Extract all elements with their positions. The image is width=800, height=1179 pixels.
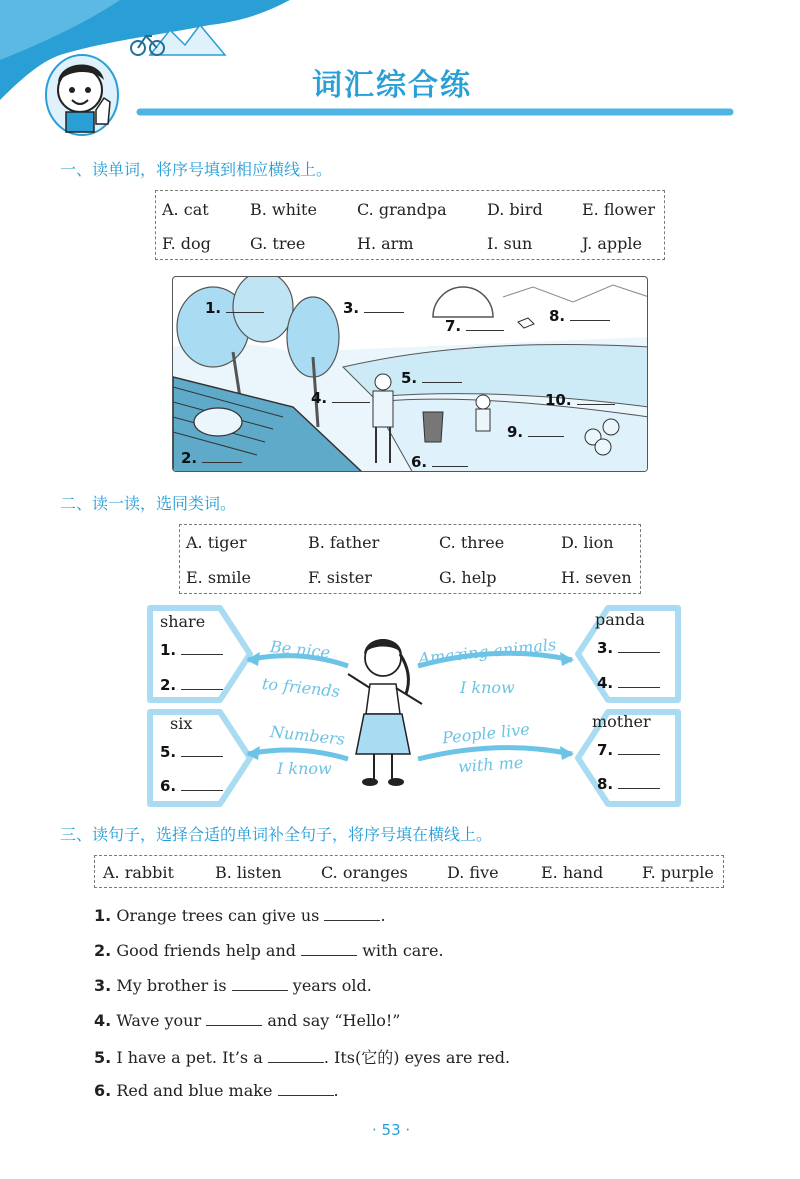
- word-option: F. purple: [642, 863, 714, 882]
- group-label-share: share: [160, 612, 206, 631]
- sentence-3: 3. My brother is years old.: [94, 976, 372, 995]
- page-title: 词汇综合练: [312, 68, 472, 103]
- group-label-mother: mother: [592, 712, 651, 731]
- section-2-title: 二、读一读，选同类词。: [60, 494, 237, 513]
- scene-blank-1: 1.: [205, 299, 264, 317]
- arrow-caption: Be nice: [269, 636, 332, 663]
- scene-blank-8: 8.: [549, 307, 610, 325]
- girl-waving-icon: [348, 639, 422, 786]
- word-option: A. cat: [162, 200, 209, 219]
- word-option: J. apple: [582, 234, 642, 253]
- group-blank: 4.: [597, 674, 660, 692]
- group-blank: 8.: [597, 775, 660, 793]
- arrow-caption: with me: [457, 752, 524, 777]
- group-blank: 6.: [160, 777, 223, 795]
- group-blank: 7.: [597, 741, 660, 759]
- word-option: D. five: [447, 863, 499, 882]
- answer-blank[interactable]: [278, 1082, 334, 1096]
- group-blank: 2.: [160, 676, 223, 694]
- answer-blank[interactable]: [206, 1012, 262, 1026]
- sun-icon: [433, 287, 493, 317]
- word-option: D. bird: [487, 200, 543, 219]
- group-blank: 5.: [160, 743, 223, 761]
- word-option: G. tree: [250, 234, 306, 253]
- answer-blank[interactable]: [232, 977, 288, 991]
- park-scene-illustration: [172, 276, 648, 472]
- word-option: F. sister: [308, 568, 372, 587]
- scene-blank-4: 4.: [311, 389, 370, 407]
- scene-blank-2: 2.: [181, 449, 242, 467]
- word-option: B. white: [250, 200, 317, 219]
- word-option: E. hand: [541, 863, 604, 882]
- word-option: H. seven: [561, 568, 632, 587]
- section-3-title: 三、读句子，选择合适的单词补全句子，将序号填在横线上。: [60, 825, 493, 844]
- group-label-six: six: [170, 714, 193, 733]
- word-option: I. sun: [487, 234, 533, 253]
- word-option: A. rabbit: [103, 863, 174, 882]
- scene-blank-5: 5.: [401, 369, 462, 387]
- scene-blank-3: 3.: [343, 299, 404, 317]
- group-blank: 3.: [597, 639, 660, 657]
- arrow-caption: I know: [277, 759, 332, 778]
- scene-blank-9: 9.: [507, 423, 564, 441]
- scene-blank-7: 7.: [445, 317, 504, 335]
- word-option: E. smile: [186, 568, 251, 587]
- word-option: A. tiger: [186, 533, 247, 552]
- word-option: F. dog: [162, 234, 211, 253]
- word-option: B. father: [308, 533, 380, 552]
- section-2-word-box: [179, 524, 641, 594]
- bird-icon: [518, 318, 534, 328]
- sentence-4: 4. Wave your and say “Hello!”: [94, 1011, 401, 1030]
- boy-thumbs-up-icon: [46, 55, 118, 135]
- scene-blank-10: 10.: [545, 391, 615, 409]
- section-1-word-box: [155, 190, 665, 260]
- grandpa-icon: [375, 374, 391, 390]
- group-blank: 1.: [160, 641, 223, 659]
- arrow-caption: to friends: [261, 673, 341, 702]
- arrow-caption: Amazing animals: [417, 634, 558, 669]
- word-option: G. help: [439, 568, 497, 587]
- page-number: · 53 ·: [372, 1121, 411, 1139]
- arrow-caption: I know: [460, 678, 515, 697]
- answer-blank[interactable]: [268, 1049, 324, 1063]
- scene-blank-6: 6.: [411, 453, 468, 471]
- sentence-2: 2. Good friends help and with care.: [94, 941, 444, 960]
- word-option: C. grandpa: [357, 200, 447, 219]
- arrow-caption: Numbers: [269, 722, 346, 749]
- word-option: E. flower: [582, 200, 655, 219]
- group-label-panda: panda: [595, 610, 645, 629]
- answer-blank[interactable]: [324, 907, 380, 921]
- girl-icon: [476, 395, 490, 409]
- sentence-1: 1. Orange trees can give us .: [94, 906, 386, 925]
- section-3-word-box: [94, 855, 724, 888]
- sentence-5: 5. I have a pet. It’s a . Its(它的) eyes are red.: [94, 1048, 511, 1067]
- cat-icon: [194, 408, 242, 436]
- section-1-title: 一、读单词，将序号填到相应横线上。: [60, 160, 333, 179]
- word-option: D. lion: [561, 533, 614, 552]
- word-option: H. arm: [357, 234, 414, 253]
- dog-icon: [423, 412, 443, 442]
- word-option: C. oranges: [321, 863, 408, 882]
- answer-blank[interactable]: [301, 942, 357, 956]
- word-option: B. listen: [215, 863, 282, 882]
- word-option: C. three: [439, 533, 505, 552]
- sentence-6: 6. Red and blue make .: [94, 1081, 339, 1100]
- arrow-left-bottom: [248, 750, 348, 759]
- arrow-caption: People live: [441, 719, 531, 748]
